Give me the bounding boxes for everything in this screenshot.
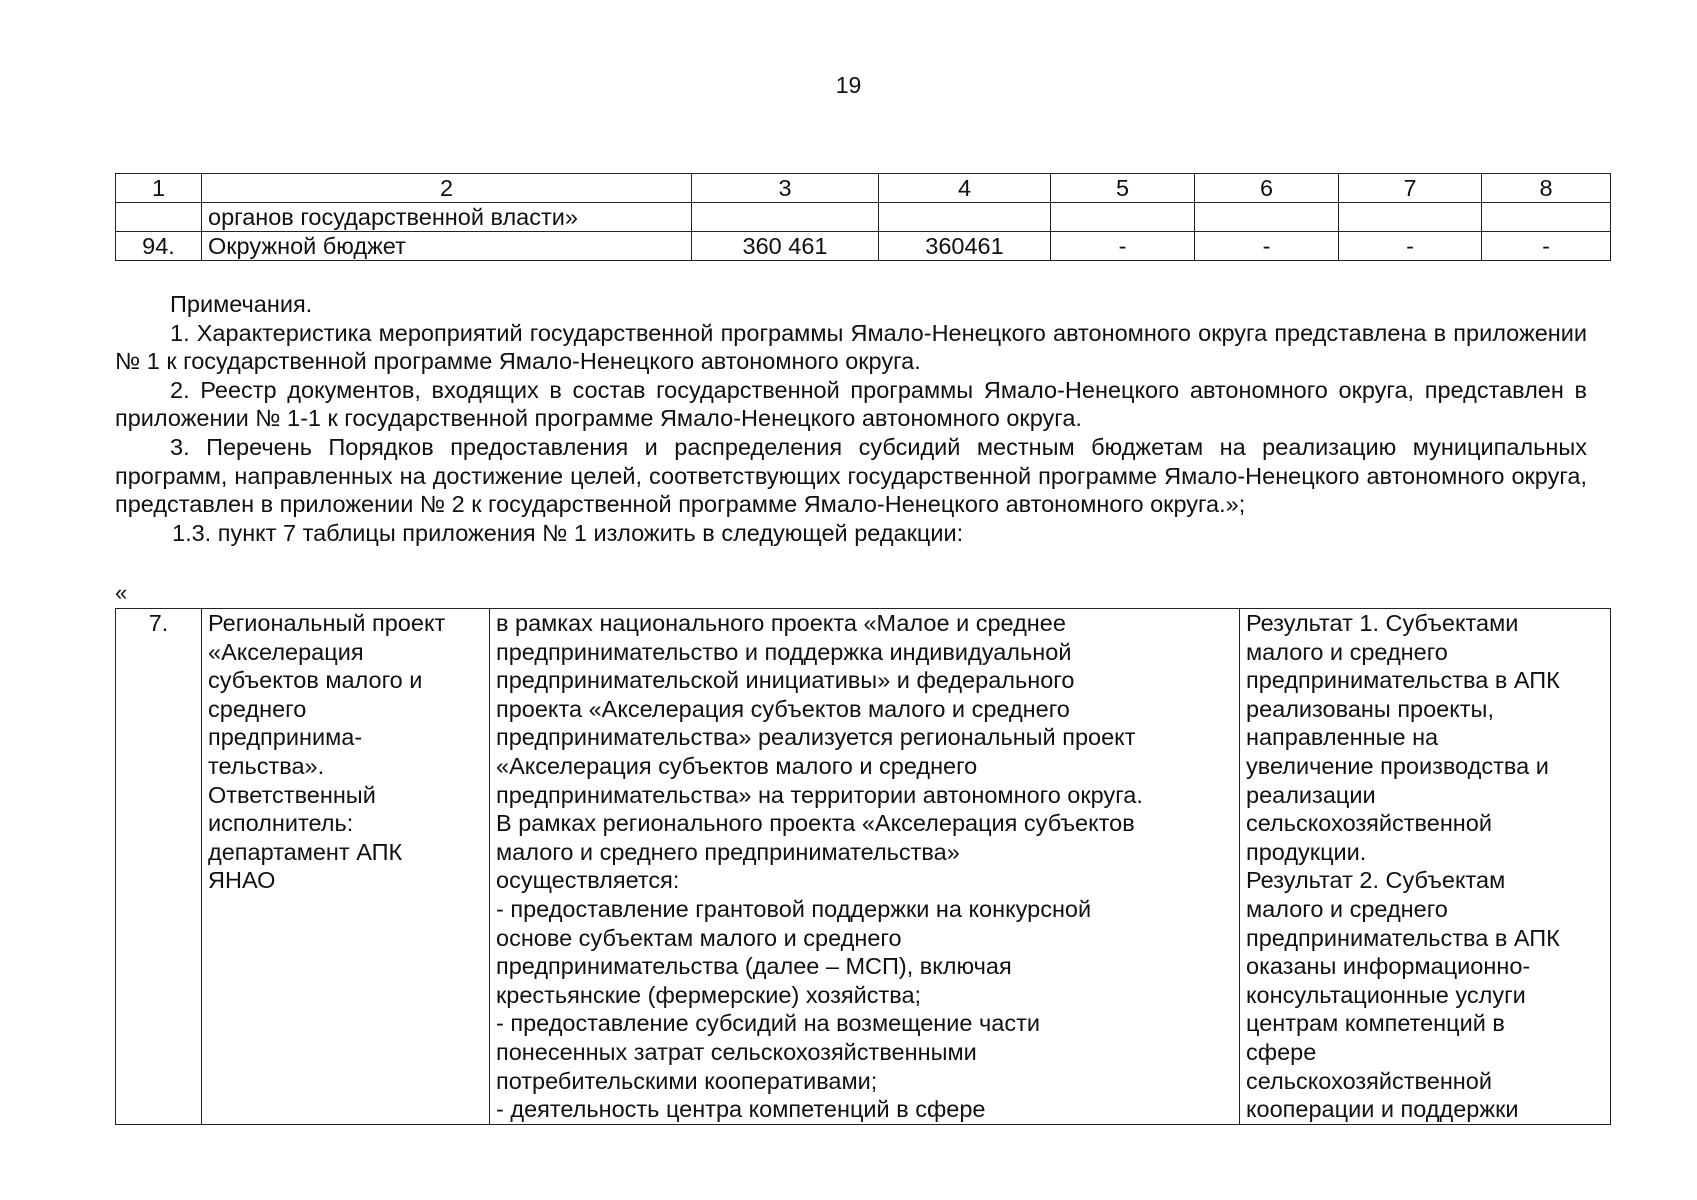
table-row xyxy=(116,203,1611,232)
column-header: 6 xyxy=(1195,174,1339,203)
cell-text-line: осуществляется: xyxy=(496,867,680,894)
cell-text-line: предпринимательства» на территории автономного округа. xyxy=(496,781,1143,808)
cell-text-line: увеличение производства и xyxy=(1246,752,1549,779)
notes-title: Примечания. xyxy=(170,291,313,317)
table-cell xyxy=(692,203,879,232)
table-cell: - xyxy=(1195,232,1339,261)
cell-text-line: основе субъектам малого и среднего xyxy=(496,924,902,951)
project-name-cell xyxy=(202,609,490,1125)
cell-text-line: оказаны информационно- xyxy=(1246,953,1531,980)
cell-text-line: департамент АПК xyxy=(208,838,403,865)
column-header: 1 xyxy=(116,174,202,203)
table-header-row xyxy=(116,174,1611,203)
table-cell xyxy=(879,203,1051,232)
cell-text-line: крестьянские (фермерские) хозяйства; xyxy=(496,981,922,1008)
note-item: 1. Характеристика мероприятий государственной программы Ямало-Ненецкого автономного округа представлена в приложении № 1 к государственной программе Ямало-Ненецкого автономного округа. xyxy=(115,319,1587,375)
cell-text-line: предпринимательства» реализуется региональный проект xyxy=(496,724,1136,751)
cell-text-line: в рамках национального проекта «Малое и среднее xyxy=(496,610,1066,636)
cell-text-line: - предоставление грантовой поддержки на конкурсной xyxy=(496,895,1092,922)
cell-text-line: «Акселерация субъектов малого и среднего xyxy=(496,752,978,779)
cell-text-line: потребительскими кооперативами; xyxy=(496,1067,878,1094)
table-cell: 360461 xyxy=(879,232,1051,261)
table-cell xyxy=(1339,203,1482,232)
notes-section xyxy=(115,290,1587,547)
table-cell: - xyxy=(1051,232,1195,261)
cell-text-line: Региональный проект xyxy=(208,610,446,636)
table-row xyxy=(116,232,1611,261)
program-table xyxy=(115,608,1611,1125)
cell-text-line: ЯНАО xyxy=(208,867,276,894)
cell-text-line: предпринимательства в АПК xyxy=(1246,667,1560,694)
cell-text-line: малого и среднего xyxy=(1246,638,1448,665)
column-header: 3 xyxy=(692,174,879,203)
note-item: 2. Реестр документов, входящих в состав государственной программы Ямало-Ненецкого автономного округа, представлен в приложении № 1-1 к государственной программе Ямало-Ненецкого автономного округа. xyxy=(115,376,1587,432)
cell-text-line: предпринимательства (далее – МСП), включая xyxy=(496,953,1012,980)
cell-text-line: Результат 1. Субъектами xyxy=(1246,610,1519,636)
column-header: 2 xyxy=(202,174,692,203)
opening-quote: « xyxy=(115,580,128,605)
column-header: 4 xyxy=(879,174,1051,203)
table-cell: 360 461 xyxy=(692,232,879,261)
table-cell: Окружной бюджет xyxy=(202,232,692,261)
cell-text-line: малого и среднего предпринимательства» xyxy=(496,838,960,865)
column-header: 8 xyxy=(1482,174,1611,203)
project-results-cell xyxy=(1240,609,1611,1125)
table-row xyxy=(116,609,1611,1125)
table-cell xyxy=(116,203,202,232)
cell-text-line: предпринимательства в АПК xyxy=(1246,924,1560,951)
table-cell: органов государственной власти» xyxy=(202,203,692,232)
cell-text-line: предпринимательство и поддержка индивидуальной xyxy=(496,638,1072,665)
cell-text-line: сельскохозяйственной xyxy=(1246,1067,1492,1094)
cell-text-line: - деятельность центра компетенций в сфере xyxy=(496,1096,986,1123)
cell-text-line: предпринимательской инициативы» и федерального xyxy=(496,667,1075,694)
cell-text-line: центрам компетенций в xyxy=(1246,1010,1505,1037)
cell-text-line: сфере xyxy=(1246,1038,1317,1065)
table-cell xyxy=(1195,203,1339,232)
cell-text-line: предпринима- xyxy=(208,724,363,751)
cell-text-line: Ответственный xyxy=(208,781,376,808)
cell-text-line: понесенных затрат сельскохозяйственными xyxy=(496,1038,977,1065)
item-number: 7. xyxy=(116,609,202,1125)
cell-text-line: - предоставление субсидий на возмещение части xyxy=(496,1010,1040,1037)
cell-text-line: малого и среднего xyxy=(1246,895,1448,922)
cell-text-line: сельскохозяйственной xyxy=(1246,810,1492,837)
cell-text-line: направленные на xyxy=(1246,724,1439,751)
note-item: 3. Перечень Порядков предоставления и распределения субсидий местным бюджетам на реализацию муниципальных программ, направленных на достижение целей, соответствующих государственной программе Ямало-Ненецкого автономного округа, представлен в приложении № 2 к государственной программе Ямало-Ненецкого автономного округа.»; xyxy=(115,433,1587,518)
cell-text-line: Результат 2. Субъектам xyxy=(1246,867,1506,894)
cell-text-line: консультационные услуги xyxy=(1246,981,1526,1008)
table-cell: - xyxy=(1339,232,1482,261)
cell-text-line: «Акселерация xyxy=(208,638,364,665)
cell-text-line: продукции. xyxy=(1246,838,1367,865)
page-number: 19 xyxy=(835,72,862,98)
cell-text-line: тельства». xyxy=(208,752,325,779)
cell-text-line: реализации xyxy=(1246,781,1376,808)
cell-text-line: кооперации и поддержки xyxy=(1246,1096,1519,1123)
project-description-cell xyxy=(490,609,1240,1125)
budget-table xyxy=(115,173,1611,261)
table-cell xyxy=(1051,203,1195,232)
cell-text-line: субъектов малого и xyxy=(208,667,423,694)
column-header: 5 xyxy=(1051,174,1195,203)
table-cell: 94. xyxy=(116,232,202,261)
table-cell xyxy=(1482,203,1611,232)
cell-text-line: реализованы проекты, xyxy=(1246,695,1494,722)
amendment-instruction: 1.3. пункт 7 таблицы приложения № 1 изложить в следующей редакции: xyxy=(172,519,964,546)
cell-text-line: В рамках регионального проекта «Акселерация субъектов xyxy=(496,810,1135,837)
cell-text-line: проекта «Акселерация субъектов малого и среднего xyxy=(496,695,1070,722)
cell-text-line: исполнитель: xyxy=(208,810,354,837)
column-header: 7 xyxy=(1339,174,1482,203)
cell-text-line: среднего xyxy=(208,695,307,722)
table-cell: - xyxy=(1482,232,1611,261)
